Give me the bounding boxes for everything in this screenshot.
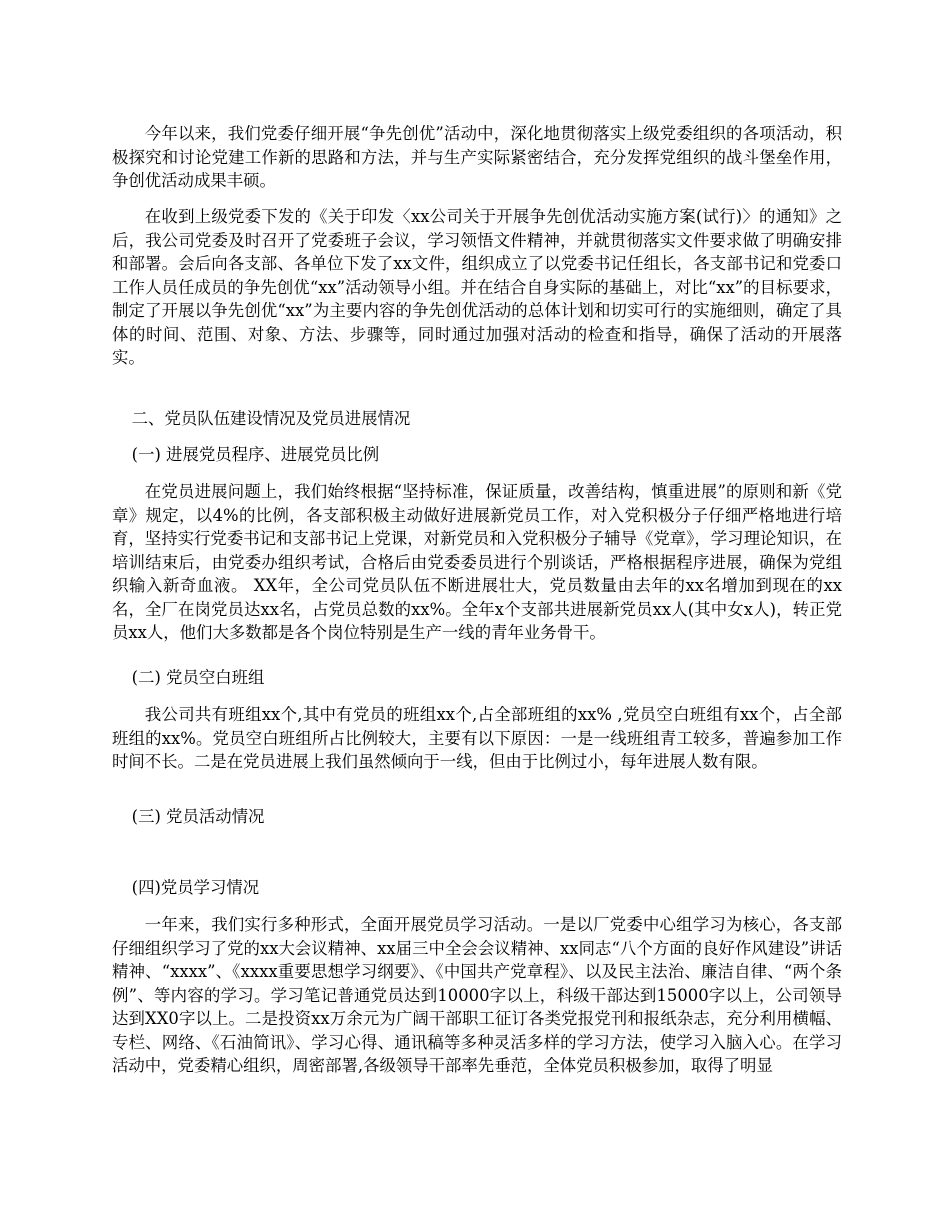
paragraph-development: 在党员进展问题上，我们始终根据“坚持标准，保证质量，改善结构，慎重进展”的原则和新《党章》规定，以4%的比例，各支部积极主动做好进展新党员工作，对入党积极分子仔细严格地进行培育，坚持实行党委书记和支部书记上党课，对新党员和入党积极分子辅导《党章》，学习理论知识，在培训结束后，由党委办组织考试，合格后由党委委员进行个别谈话，严格根据程序进展，确保为党组织输入新奇血液。 XX年，全公司党员队伍不断进展壮大，党员数量由去年的xx名增加到现在的xx名，全厂在岗党员达xx名，占党员总数的xx%。全年x个支部共进展新党员xx人(其中女x人)，转正党员xx人，他们大多数都是各个岗位特别是生产一线的青年业务骨干。: [112, 482, 842, 642]
paragraph-intro: 今年以来，我们党委仔细开展“争先创优”活动中，深化地贯彻落实上级党委组织的各项活动，积极探究和讨论党建工作新的思路和方法，并与生产实际紧密结合，充分发挥党组织的战斗堡垒作用，争创优活动成果丰硕。: [112, 124, 842, 190]
subheading-blank-teams: (二) 党员空白班组: [131, 668, 265, 687]
subheading-study: (四)党员学习情况: [131, 878, 260, 897]
paragraph-blank-teams: 我公司共有班组xx个,其中有党员的班组xx个,占全部班组的xx% ,党员空白班组有xx个，占全部班组的xx%。党员空白班组所占比例较大，主要有以下原因：一是一线班组青工较多，普遍参加工作时间不长。二是在党员进展上我们虽然倾向于一线，但由于比例过小，每年进展人数有限。: [112, 705, 842, 771]
subheading-activities: (三) 党员活动情况: [131, 807, 265, 826]
paragraph-study: 一年来，我们实行多种形式，全面开展党员学习活动。一是以厂党委中心组学习为核心，各支部仔细组织学习了党的xx大会议精神、xx届三中全会会议精神、xx同志“八个方面的良好作风建设”讲话精神、“xxxx”、《xxxx重要思想学习纲要》、《中国共产党章程》、以及民主法治、廉洁自律、“两个条例”、等内容的学习。学习笔记普通党员达到10000字以上，科级干部达到15000字以上，公司领导达到XX0字以上。二是投资xx万余元为广阔干部职工征订各类党报党刊和报纸杂志，充分利用横幅、专栏、网络、《石油简讯》、学习心得、通讯稿等多种灵活多样的学习方法，使学习入脑入心。在学习活动中，党委精心组织，周密部署,各级领导干部率先垂范，全体党员积极参加，取得了明显: [112, 915, 842, 1075]
paragraph-notice: 在收到上级党委下发的《关于印发〈xx公司关于开展争先创优活动实施方案(试行)〉的通知》之后，我公司党委及时召开了党委班子会议，学习领悟文件精神，并就贯彻落实文件要求做了明确安排和部署。会后向各支部、各单位下发了xx文件，组织成立了以党委书记任组长，各支部书记和党委口工作人员任成员的争先创优“xx”活动领导小组。并在结合自身实际的基础上，对比“xx”的目标要求，制定了开展以争先创优“xx”为主要内容的争先创优活动的总体计划和切实可行的实施细则，确定了具体的时间、范围、对象、方法、步骤等，同时通过加强对活动的检查和指导，确保了活动的开展落实。: [112, 207, 842, 367]
section-heading-party-team: 二、党员队伍建设情况及党员进展情况: [131, 409, 411, 428]
subheading-development-procedure: (一) 进展党员程序、进展党员比例: [131, 445, 380, 464]
